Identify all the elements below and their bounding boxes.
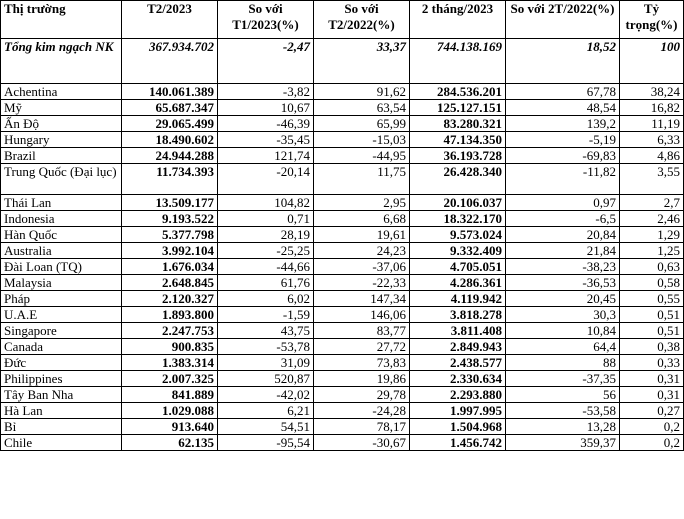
cell-vs-t2-2022: 6,68 [314,211,410,227]
cell-vs-t1: 61,76 [218,275,314,291]
cell-vs-t1: 520,87 [218,371,314,387]
cell-vs-2t-2022: 13,28 [506,419,620,435]
cell-t2: 2.247.753 [122,323,218,339]
cell-two-months: 3.811.408 [410,323,506,339]
cell-vs-t2-2022: 146,06 [314,307,410,323]
cell-vs-t1: 28,19 [218,227,314,243]
cell-vs-2t-2022: 0,97 [506,195,620,211]
cell-two-months: 3.818.278 [410,307,506,323]
cell-market: Brazil [1,148,122,164]
cell-vs-t2-2022: 83,77 [314,323,410,339]
cell-share: 38,24 [620,84,684,100]
cell-two-months: 83.280.321 [410,116,506,132]
cell-two-months: 26.428.340 [410,164,506,195]
cell-vs-t1: -3,82 [218,84,314,100]
cell-share: 0,38 [620,339,684,355]
cell-two-months: 47.134.350 [410,132,506,148]
cell-t2: 29.065.499 [122,116,218,132]
header-vs-t2-2022: So với T2/2022(%) [314,1,410,39]
cell-vs-t1: 0,71 [218,211,314,227]
cell-t2: 841.889 [122,387,218,403]
cell-t2: 18.490.602 [122,132,218,148]
cell-vs-t2-2022: 63,54 [314,100,410,116]
cell-market: Indonesia [1,211,122,227]
cell-t2: 1.029.088 [122,403,218,419]
table-row [1,132,684,148]
cell-t2: 1.676.034 [122,259,218,275]
total-two-months: 744.138.169 [410,39,506,84]
cell-vs-t1: -95,54 [218,435,314,451]
cell-t2: 1.893.800 [122,307,218,323]
cell-t2: 62.135 [122,435,218,451]
table-row [1,259,684,275]
cell-share: 0,31 [620,387,684,403]
header-market: Thị trường [1,1,122,39]
cell-vs-t1: 6,02 [218,291,314,307]
cell-t2: 13.509.177 [122,195,218,211]
cell-vs-t1: -25,25 [218,243,314,259]
cell-vs-t1: -46,39 [218,116,314,132]
cell-vs-t1: -53,78 [218,339,314,355]
cell-vs-2t-2022: 21,84 [506,243,620,259]
cell-share: 0,33 [620,355,684,371]
cell-vs-t1: 104,82 [218,195,314,211]
cell-market: Mỹ [1,100,122,116]
cell-two-months: 18.322.170 [410,211,506,227]
total-share: 100 [620,39,684,84]
cell-market: Hà Lan [1,403,122,419]
total-t2: 367.934.702 [122,39,218,84]
cell-share: 1,29 [620,227,684,243]
cell-vs-t2-2022: 147,34 [314,291,410,307]
cell-t2: 913.640 [122,419,218,435]
cell-market: Tây Ban Nha [1,387,122,403]
cell-t2: 11.734.393 [122,164,218,195]
cell-vs-t2-2022: -44,95 [314,148,410,164]
table-row [1,243,684,259]
cell-vs-2t-2022: -53,58 [506,403,620,419]
cell-vs-t1: 10,67 [218,100,314,116]
cell-share: 0,63 [620,259,684,275]
cell-two-months: 4.119.942 [410,291,506,307]
cell-t2: 140.061.389 [122,84,218,100]
cell-vs-t2-2022: -22,33 [314,275,410,291]
cell-share: 16,82 [620,100,684,116]
header-row [1,1,684,39]
cell-market: Trung Quốc (Đại lục) [1,164,122,195]
cell-two-months: 4.705.051 [410,259,506,275]
cell-vs-t1: 121,74 [218,148,314,164]
cell-two-months: 125.127.151 [410,100,506,116]
cell-market: Chile [1,435,122,451]
cell-t2: 24.944.288 [122,148,218,164]
table-row [1,148,684,164]
total-vs-t2-2022: 33,37 [314,39,410,84]
cell-vs-2t-2022: -6,5 [506,211,620,227]
cell-market: Canada [1,339,122,355]
cell-vs-t1: 43,75 [218,323,314,339]
table-row [1,195,684,211]
cell-vs-2t-2022: 56 [506,387,620,403]
cell-two-months: 4.286.361 [410,275,506,291]
cell-share: 2,7 [620,195,684,211]
cell-t2: 2.120.327 [122,291,218,307]
cell-market: Hàn Quốc [1,227,122,243]
cell-vs-t2-2022: 78,17 [314,419,410,435]
cell-two-months: 284.536.201 [410,84,506,100]
cell-vs-2t-2022: 359,37 [506,435,620,451]
header-vs-t1-2023: So với T1/2023(%) [218,1,314,39]
cell-t2: 1.383.314 [122,355,218,371]
cell-vs-2t-2022: -11,82 [506,164,620,195]
cell-two-months: 2.330.634 [410,371,506,387]
cell-t2: 65.687.347 [122,100,218,116]
total-vs-t1: -2,47 [218,39,314,84]
cell-market: U.A.E [1,307,122,323]
cell-two-months: 1.504.968 [410,419,506,435]
table-row [1,435,684,451]
header-two-months-2023: 2 tháng/2023 [410,1,506,39]
cell-market: Singapore [1,323,122,339]
cell-vs-2t-2022: -36,53 [506,275,620,291]
cell-vs-t1: -20,14 [218,164,314,195]
cell-vs-t1: 54,51 [218,419,314,435]
cell-two-months: 9.332.409 [410,243,506,259]
cell-share: 0,27 [620,403,684,419]
cell-vs-2t-2022: 64,4 [506,339,620,355]
cell-share: 0,2 [620,435,684,451]
cell-vs-t2-2022: -24,28 [314,403,410,419]
table-row [1,100,684,116]
cell-vs-t2-2022: 19,61 [314,227,410,243]
cell-market: Malaysia [1,275,122,291]
header-share: Tỷ trọng(%) [620,1,684,39]
cell-vs-t2-2022: 27,72 [314,339,410,355]
cell-vs-t2-2022: 11,75 [314,164,410,195]
cell-market: Đức [1,355,122,371]
cell-market: Ấn Độ [1,116,122,132]
header-t2-2023: T2/2023 [122,1,218,39]
table-row [1,323,684,339]
cell-two-months: 9.573.024 [410,227,506,243]
cell-vs-2t-2022: -37,35 [506,371,620,387]
total-vs-2t-2022: 18,52 [506,39,620,84]
total-label: Tổng kim ngạch NK [1,39,122,84]
table-row [1,371,684,387]
cell-vs-t2-2022: 91,62 [314,84,410,100]
cell-two-months: 2.849.943 [410,339,506,355]
cell-vs-t2-2022: 29,78 [314,387,410,403]
cell-vs-t2-2022: 65,99 [314,116,410,132]
table-row [1,387,684,403]
cell-t2: 900.835 [122,339,218,355]
cell-vs-t2-2022: 73,83 [314,355,410,371]
table-row [1,211,684,227]
cell-vs-t2-2022: 24,23 [314,243,410,259]
cell-market: Đài Loan (TQ) [1,259,122,275]
cell-share: 4,86 [620,148,684,164]
table-row [1,84,684,100]
header-vs-2t-2022: So với 2T/2022(%) [506,1,620,39]
cell-market: Achentina [1,84,122,100]
cell-vs-t1: -35,45 [218,132,314,148]
cell-share: 0,2 [620,419,684,435]
cell-share: 0,31 [620,371,684,387]
cell-share: 6,33 [620,132,684,148]
table-row [1,291,684,307]
cell-vs-t2-2022: -15,03 [314,132,410,148]
table-row [1,355,684,371]
table-row [1,116,684,132]
cell-market: Bỉ [1,419,122,435]
table-row [1,403,684,419]
cell-vs-t1: -42,02 [218,387,314,403]
cell-vs-2t-2022: 67,78 [506,84,620,100]
cell-t2: 2.007.325 [122,371,218,387]
cell-vs-2t-2022: -69,83 [506,148,620,164]
cell-share: 0,51 [620,323,684,339]
cell-t2: 9.193.522 [122,211,218,227]
cell-two-months: 1.997.995 [410,403,506,419]
cell-share: 0,51 [620,307,684,323]
table-row [1,307,684,323]
cell-market: Thái Lan [1,195,122,211]
cell-vs-t2-2022: 2,95 [314,195,410,211]
cell-vs-t1: 6,21 [218,403,314,419]
table-row [1,419,684,435]
cell-two-months: 20.106.037 [410,195,506,211]
cell-vs-2t-2022: 20,84 [506,227,620,243]
cell-two-months: 1.456.742 [410,435,506,451]
cell-vs-t1: 31,09 [218,355,314,371]
cell-vs-t1: -1,59 [218,307,314,323]
cell-vs-t2-2022: -37,06 [314,259,410,275]
cell-vs-2t-2022: -38,23 [506,259,620,275]
cell-vs-t1: -44,66 [218,259,314,275]
cell-vs-2t-2022: 88 [506,355,620,371]
cell-t2: 5.377.798 [122,227,218,243]
cell-two-months: 2.293.880 [410,387,506,403]
table-row [1,339,684,355]
cell-t2: 3.992.104 [122,243,218,259]
cell-vs-t2-2022: 19,86 [314,371,410,387]
table-row [1,227,684,243]
cell-share: 0,55 [620,291,684,307]
cell-share: 3,55 [620,164,684,195]
cell-t2: 2.648.845 [122,275,218,291]
cell-market: Australia [1,243,122,259]
cell-share: 1,25 [620,243,684,259]
cell-two-months: 2.438.577 [410,355,506,371]
cell-vs-2t-2022: 30,3 [506,307,620,323]
cell-share: 0,58 [620,275,684,291]
cell-vs-2t-2022: 139,2 [506,116,620,132]
cell-market: Hungary [1,132,122,148]
table-row [1,275,684,291]
cell-vs-t2-2022: -30,67 [314,435,410,451]
cell-share: 11,19 [620,116,684,132]
total-row [1,39,684,84]
cell-market: Philippines [1,371,122,387]
cell-share: 2,46 [620,211,684,227]
cell-two-months: 36.193.728 [410,148,506,164]
cell-vs-2t-2022: 10,84 [506,323,620,339]
cell-vs-2t-2022: -5,19 [506,132,620,148]
table-row [1,164,684,195]
cell-market: Pháp [1,291,122,307]
cell-vs-2t-2022: 20,45 [506,291,620,307]
cell-vs-2t-2022: 48,54 [506,100,620,116]
